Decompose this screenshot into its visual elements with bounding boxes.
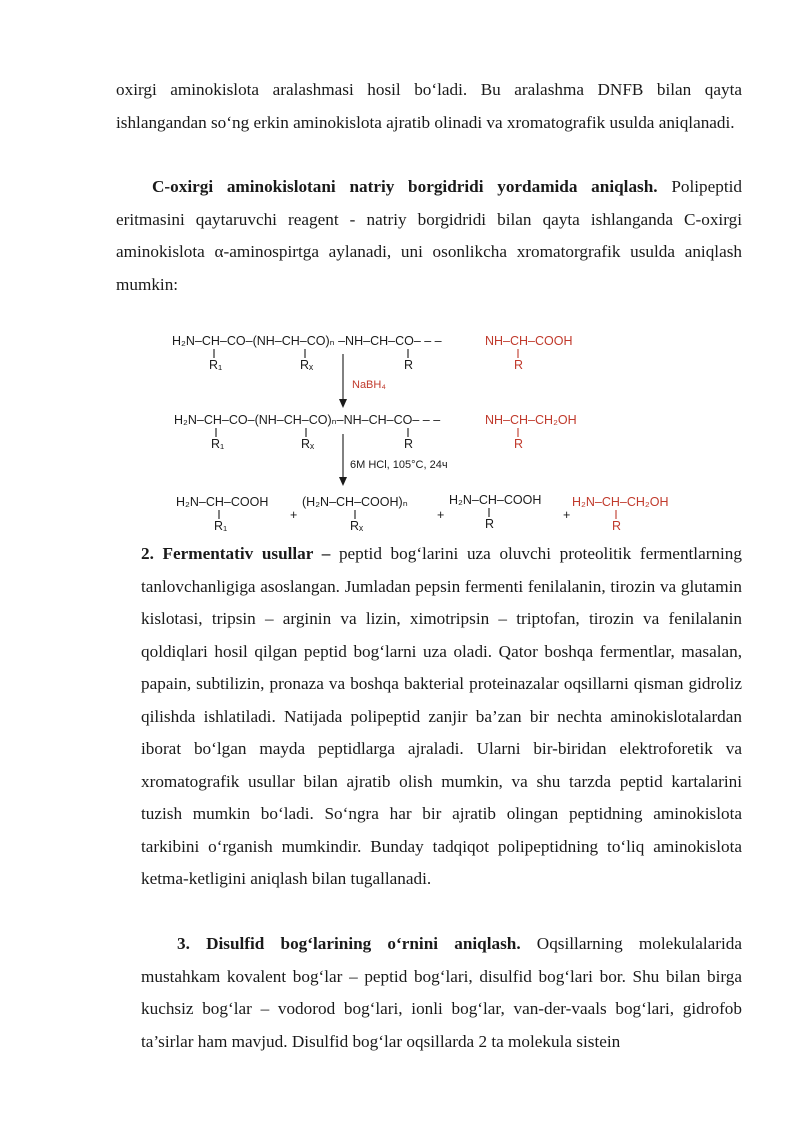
row2-right-formula: NH–CH–CH₂OH [485, 413, 577, 427]
row3-sub-2: Rₓ [350, 519, 364, 533]
row1-right-formula: NH–CH–COOH [485, 334, 573, 348]
reagent-2: 6M HCl, 105°C, 24ч [350, 459, 448, 471]
paragraph-2 [116, 171, 742, 301]
arrow-2-head [339, 477, 347, 486]
row3-sub-1: R₁ [214, 519, 228, 533]
reaction-scheme [160, 322, 720, 537]
paragraph-1 [116, 74, 742, 139]
paragraph-4-heading: 3. Disulfid bog‘larining o‘rnini aniqlash. [177, 934, 521, 953]
product-4: H₂N–CH–CH₂OH [572, 495, 669, 509]
paragraph-3-text: peptid bog‘larini uza oluvchi proteolitik fermentlarning tanlovchanligiga asoslangan. Jumladan pepsin fermenti fenilalanin, tirozin va glutamin kislotasi, tripsin – arginin va lizin, ximotripsin – triptofan, tirozin va fenilalanin qoldiqlari hosil qilgan peptid bog‘larni uza oladi. Qator boshqa fermentlar, masalan, papain, subtilizin, pronaza va boshqa bakterial proteinazalar oqsillarni qisman gidroliz qilishda ishlatiladi. Natijada polipeptid zanjir ba’zan bir nechta aminokislotalardan iborat bo‘lgan mayda peptidlarga ajraladi. Ularni bir-biridan elektroforetik va xromatografik usullar bilan ajratib olish mumkin, va shu tarzda peptid kartalarini tuzish mumkin bo‘ladi. So‘ngra har bir ajratib olingan peptidning aminokislota tarkibini o‘rganish mumkindir. Bunday tadqiqot polipeptidning to‘liq aminokislota ketma-ketligini aniqlash bilan tugallanadi. [141, 544, 742, 888]
paragraph-2-heading: C-oxirgi aminokislotani natriy borgidridi yordamida aniqlash. [152, 177, 658, 196]
row2-left-formula: H₂N–CH–CO–(NH–CH–CO)ₙ–NH–CH–CO– – – [174, 413, 441, 427]
plus-1: + [290, 508, 298, 522]
row3-sub-4: R [612, 519, 622, 533]
paragraph-4-text: Oqsillarning molekulalarida mustahkam kovalent bog‘lar – peptid bog‘lari, disulfid bog‘lari bor. Shu bilan birga kuchsiz bog‘lar – vodorod bog‘lari, ionli bog‘lar, van-der-vaals bog‘lari, gidrofob ta’sirlar ham mavjud. Disulfid bog‘lar oqsillarda 2 ta molekula sistein [141, 934, 742, 1051]
row2-sub-3: R [404, 437, 414, 451]
reagent-1: NaBH₄ [352, 379, 386, 391]
product-1: H₂N–CH–COOH [176, 495, 269, 509]
row1-sub-2: Rₓ [300, 358, 314, 372]
row1-sub-4: R [514, 358, 524, 372]
paragraph-2-text: Polipeptid eritmasini qaytaruvchi reagent - natriy borgidridi bilan qayta ishlanganda C-oxirgi aminokislota α-aminospirtga aylanadi, uni osonlikcha xromatorgrafik usulda aniqlash mumkin: [116, 177, 742, 294]
row1-left-formula: H₂N–CH–CO–(NH–CH–CO)ₙ –NH–CH–CO– – – [172, 334, 442, 348]
paragraph-1-text: oxirgi aminokislota aralashmasi hosil bo‘ladi. Bu aralashma DNFB bilan qayta ishlangandan so‘ng erkin aminokislota ajratib olinadi va xromatografik usulda aniqlanadi. [116, 80, 742, 132]
row2-sub-1: R₁ [211, 437, 225, 451]
plus-2: + [437, 508, 445, 522]
paragraph-3-heading: 2. Fermentativ usullar – [141, 544, 331, 563]
product-2: (H₂N–CH–COOH)ₙ [302, 495, 408, 509]
row1-sub-3: R [404, 358, 414, 372]
row1-sub-1: R₁ [209, 358, 223, 372]
row2-sub-4: R [514, 437, 524, 451]
row3-sub-3: R [485, 517, 495, 531]
row2-sub-2: Rₓ [301, 437, 315, 451]
paragraph-3 [141, 538, 742, 896]
paragraph-4 [141, 928, 742, 1058]
product-3: H₂N–CH–COOH [449, 493, 542, 507]
arrow-1-head [339, 399, 347, 408]
plus-3: + [563, 508, 571, 522]
